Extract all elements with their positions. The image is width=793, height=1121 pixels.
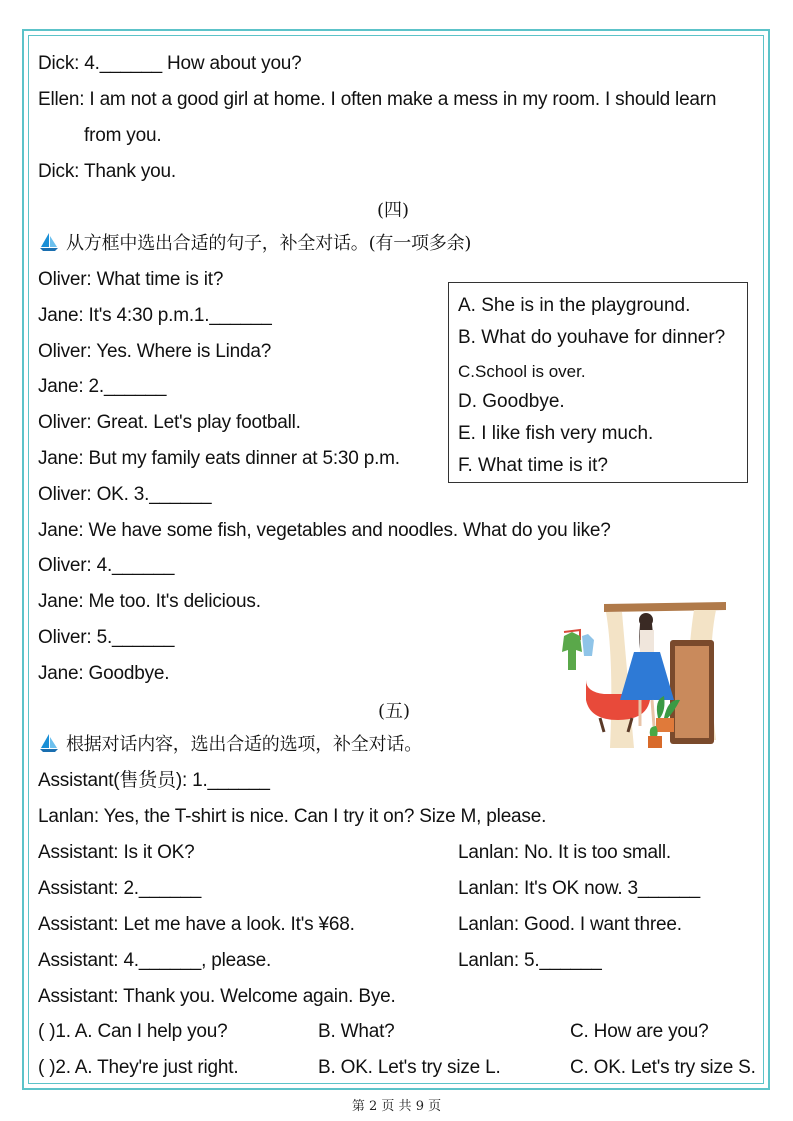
dialog-line: Oliver: Yes. Where is Linda? bbox=[38, 340, 272, 362]
dialog-line: Oliver: 5.______ bbox=[38, 627, 175, 648]
dialog-line-left: Assistant: 4.______, please. bbox=[38, 950, 272, 971]
dialog-line-left: Assistant: 2.______ bbox=[38, 878, 202, 899]
dialog-line: Lanlan: Yes, the T-shirt is nice. Can I try it on? Size M, please. bbox=[38, 806, 547, 827]
question-2-stem: ( )2. A. They're just right. bbox=[38, 1057, 239, 1078]
instruction-text: 从方框中选出合适的句子，补全对话。(有一项多余) bbox=[66, 233, 472, 254]
dialog-line-left: Assistant: Let me have a look. It's ¥68. bbox=[38, 914, 355, 935]
sailboat-icon bbox=[38, 232, 60, 259]
option-item: D. Goodbye. bbox=[458, 391, 565, 412]
option-item: C.School is over. bbox=[458, 362, 586, 381]
question-1-option-c: C. How are you? bbox=[570, 1021, 709, 1042]
dialog-line: Assistant: Thank you. Welcome again. Bye. bbox=[38, 986, 396, 1007]
instruction-text: 根据对话内容，选出合适的选项，补全对话。 bbox=[66, 734, 422, 755]
question-1-stem: ( )1. A. Can I help you? bbox=[38, 1021, 228, 1042]
dialog-line-right: Lanlan: No. It is too small. bbox=[458, 842, 672, 863]
dialog-line: Ellen: I am not a good girl at home. I often make a mess in my room. I should learn bbox=[38, 89, 717, 110]
dialog-line: Oliver: 4.______ bbox=[38, 555, 175, 577]
sailboat-icon bbox=[38, 733, 60, 760]
dialog-line: Jane: We have some fish, vegetables and noodles. What do you like? bbox=[38, 519, 611, 541]
dialog-line-right: Lanlan: Good. I want three. bbox=[458, 914, 682, 935]
dialog-line-right: Lanlan: It's OK now. 3______ bbox=[458, 878, 701, 899]
dialog-line: Jane: Goodbye. bbox=[38, 662, 170, 684]
option-item: E. I like fish very much. bbox=[458, 423, 654, 444]
dialog-line: Assistant(售货员): 1.______ bbox=[38, 770, 270, 791]
question-2-option-b: B. OK. Let's try size L. bbox=[318, 1057, 501, 1078]
option-item: A. She is in the playground. bbox=[458, 295, 691, 316]
dialog-line: Oliver: OK. 3.______ bbox=[38, 483, 212, 505]
dialog-line: Dick: 4.______ How about you? bbox=[38, 53, 302, 74]
page-footer: 第 2 页 共 9 页 bbox=[351, 1099, 442, 1114]
dialog-line: Oliver: What time is it? bbox=[38, 269, 224, 290]
dialog-line: Jane: 2.______ bbox=[38, 376, 167, 398]
dialog-line: Jane: Me too. It's delicious. bbox=[38, 591, 261, 613]
dialog-line: Dick: Thank you. bbox=[38, 161, 176, 182]
dialog-line: Oliver: Great. Let's play football. bbox=[38, 412, 301, 434]
section-heading-4: (四) bbox=[377, 200, 410, 221]
shopping-illustration bbox=[556, 600, 734, 750]
option-item: B. What do youhave for dinner? bbox=[458, 327, 726, 348]
question-1-option-b: B. What? bbox=[318, 1021, 395, 1042]
section-heading-5: (五) bbox=[378, 701, 411, 722]
dialog-line: from you. bbox=[84, 125, 162, 146]
dialog-line: Jane: But my family eats dinner at 5:30 p.m. bbox=[38, 448, 400, 469]
section-instruction-5 bbox=[38, 733, 422, 760]
dialog-line-right: Lanlan: 5.______ bbox=[458, 950, 602, 971]
question-2-option-c: C. OK. Let's try size S. bbox=[570, 1057, 756, 1078]
option-item: F. What time is it? bbox=[458, 455, 608, 476]
dialog-line: Jane: It's 4:30 p.m.1.______ bbox=[38, 304, 272, 326]
dialog-line-left: Assistant: Is it OK? bbox=[38, 842, 195, 863]
section-instruction-4 bbox=[38, 232, 471, 259]
